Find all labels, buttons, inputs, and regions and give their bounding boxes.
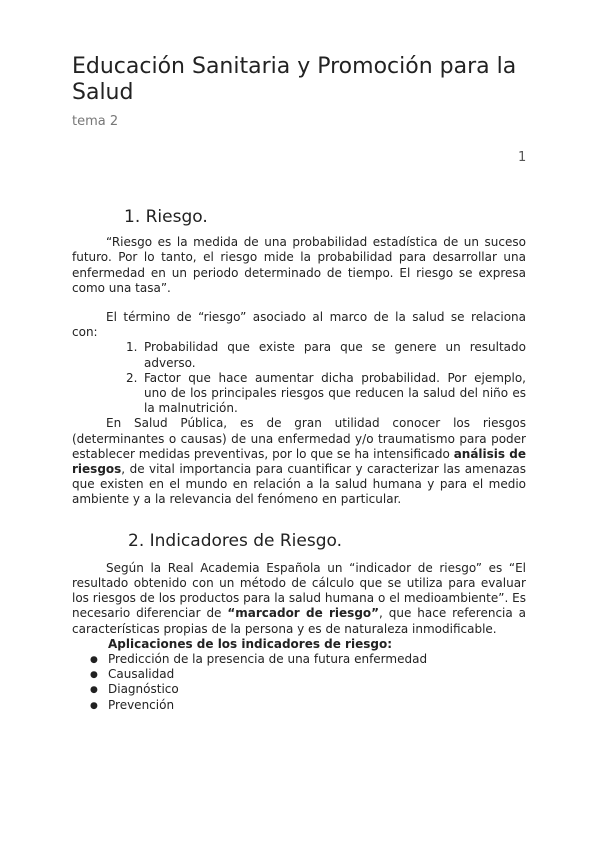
section-heading-riesgo: 1. Riesgo.	[124, 207, 208, 227]
text-run: , que hace referencia a características propias de la persona y es de naturaleza inmodificable.	[72, 606, 527, 636]
bold-term-analisis: análisis de riesgos	[72, 446, 526, 477]
text-run: Según la Real Academia Española un “indicador de riesgo” es “El resultado obtenido con un método de cálculo que se utiliza para evaluar los riesgos de los productos para la salud humana o el medioambiente”. Es necesario diferenciar de	[72, 560, 526, 621]
text-run: , de vital importancia para cuantificar y caracterizar las amenazas que existen en el mundo en relación a la salud humana y para el medio ambiente y a la relevancia del fenómeno en particular.	[72, 462, 526, 507]
paragraph-riesgo-definition: “Riesgo es la medida de una probabilidad estadística de un suceso futuro. Por lo tanto, el riesgo mide la probabilidad para desarrollar una enfermedad en un periodo determinado de tiempo. El riesgo se expresa como una tasa”.	[72, 235, 526, 295]
numbered-list	[72, 340, 526, 416]
list-item-number: 2.	[126, 370, 138, 385]
bullet-icon: ●	[90, 685, 98, 696]
list-item	[126, 370, 526, 417]
bullet-item	[90, 697, 526, 713]
list-item	[126, 340, 526, 370]
bullet-item	[90, 682, 526, 697]
bullet-icon: ●	[90, 670, 98, 681]
bold-term-marcador: “marcador de riesgo”	[227, 606, 380, 621]
bullet-item	[90, 667, 526, 682]
text-run: En Salud Pública, es de gran utilidad conocer los riesgos (determinantes o causas) de una enfermedad y/o traumatismo para poder establecer medidas preventivas, por lo que se ha intensificado	[72, 416, 526, 461]
page-number: 1	[518, 150, 527, 165]
bullet-icon: ●	[90, 655, 98, 666]
list-item-text: Factor que hace aumentar dicha probabilidad. Por ejemplo, uno de los principales riesgos que reducen la salud del niño es la malnutrición.	[144, 370, 526, 416]
paragraph-indicador-definition	[72, 561, 526, 637]
bullet-text: Diagnóstico	[108, 682, 179, 697]
document-title: Educación Sanitaria y Promoción para la Salud	[72, 54, 517, 105]
applications-title: Aplicaciones de los indicadores de riesgo:	[108, 636, 393, 651]
paragraph-salud-publica	[72, 416, 526, 507]
document-subtitle: tema 2	[72, 114, 119, 129]
paragraph-riesgo-term: El término de “riesgo” asociado al marco de la salud se relaciona con:	[72, 310, 526, 340]
bullet-text: Causalidad	[108, 667, 175, 682]
list-item-text: Probabilidad que existe para que se genere un resultado adverso.	[144, 340, 526, 370]
bullet-icon: ●	[90, 700, 98, 711]
document-body	[72, 207, 527, 713]
list-item-number: 1.	[126, 340, 138, 355]
bullet-list	[72, 652, 526, 713]
section-heading-indicadores: 2. Indicadores de Riesgo.	[128, 530, 343, 551]
bullet-text: Predicción de la presencia de una futura enfermedad	[108, 652, 428, 667]
bullet-item	[90, 652, 526, 667]
bullet-text: Prevención	[108, 697, 175, 712]
